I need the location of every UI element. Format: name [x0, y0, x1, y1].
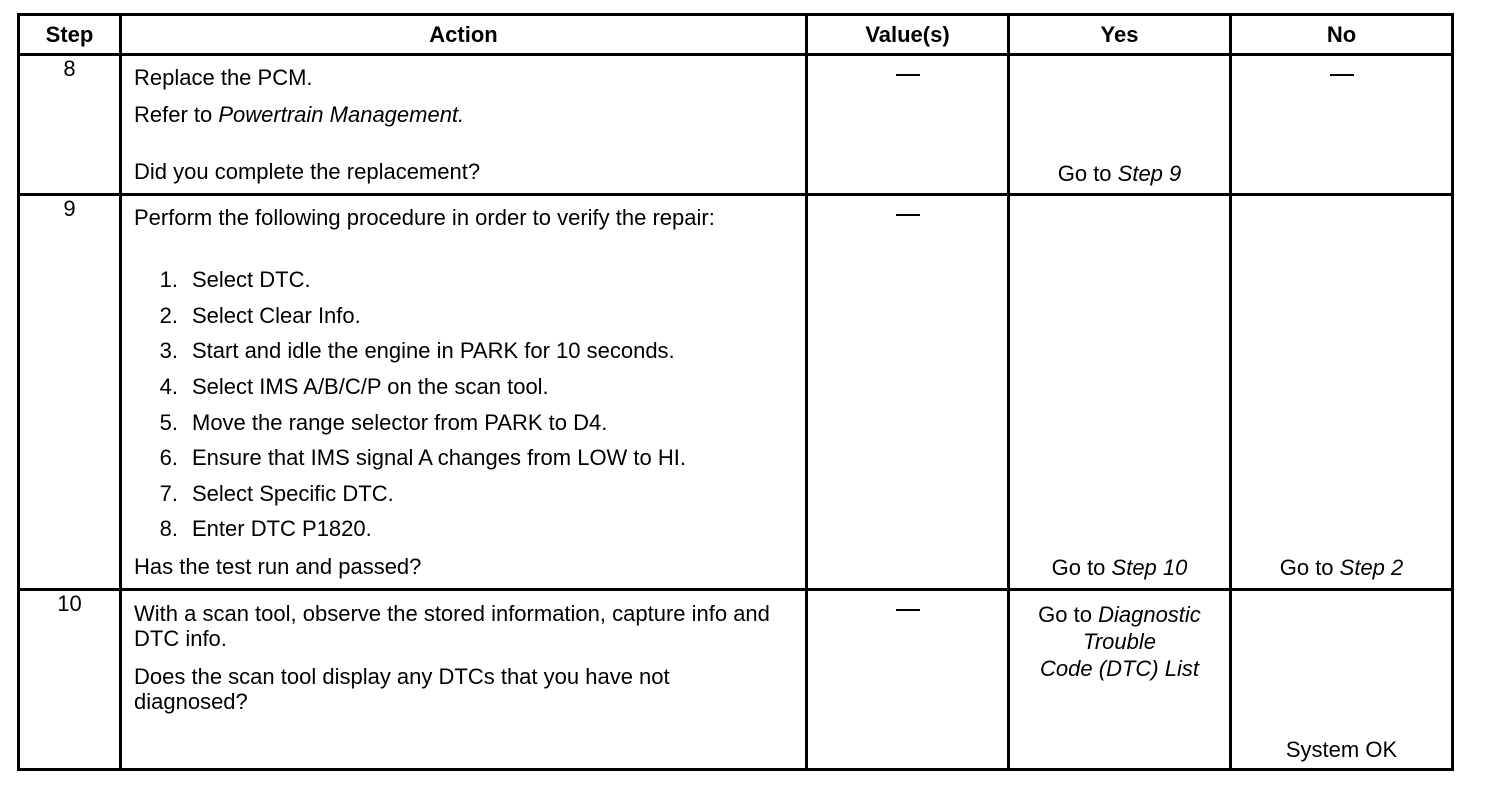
- action-question: Does the scan tool display any DTCs that you have not diagnosed?: [134, 664, 670, 714]
- action-text: With a scan tool, observe the stored information, capture info and DTC info.: [134, 601, 770, 651]
- step-number: 8: [19, 55, 121, 195]
- header-no: No: [1231, 15, 1453, 55]
- list-item: 7. Select Specific DTC.: [159, 480, 394, 506]
- action-cell: [121, 590, 807, 770]
- yes-cell: [1009, 195, 1231, 590]
- dash-glyph: [896, 214, 920, 216]
- header-yes: Yes: [1009, 15, 1231, 55]
- action-reference: Refer to Powertrain Management.: [134, 102, 465, 127]
- table-row-step-10: [19, 590, 1453, 770]
- no-link[interactable]: Go to Step 2: [1279, 555, 1404, 580]
- no-cell: [1231, 55, 1453, 195]
- list-item: 2. Select Clear Info.: [159, 302, 361, 328]
- list-item: 3. Start and idle the engine in PARK for 10 seconds.: [159, 338, 675, 364]
- header-action: Action: [121, 15, 807, 55]
- yes-link[interactable]: Go to Step 10: [1051, 555, 1188, 580]
- header-row: [19, 15, 1453, 55]
- yes-link[interactable]: Go to Step 9: [1057, 161, 1182, 186]
- action-text: Replace the PCM.: [134, 65, 313, 90]
- action-question: Did you complete the replacement?: [134, 159, 481, 184]
- value-cell: [807, 55, 1009, 195]
- action-intro: Perform the following procedure in order to verify the repair:: [134, 205, 715, 230]
- dash-glyph: [896, 74, 920, 76]
- no-result: System OK: [1285, 737, 1398, 762]
- table-row-step-9: [19, 195, 1453, 590]
- yes-cell: [1009, 590, 1231, 770]
- value-cell: [807, 590, 1009, 770]
- dash-glyph: [1330, 74, 1354, 76]
- no-cell: [1231, 590, 1453, 770]
- list-item: 5. Move the range selector from PARK to D4.: [159, 409, 608, 435]
- dash-glyph: [896, 609, 920, 611]
- list-item: 8. Enter DTC P1820.: [159, 516, 372, 542]
- yes-link[interactable]: Go to Diagnostic Trouble Code (DTC) List: [1038, 602, 1201, 681]
- action-cell: [121, 55, 807, 195]
- step-number: 9: [19, 195, 121, 590]
- diagnostic-table: [17, 13, 1454, 771]
- procedure-list: [122, 262, 686, 547]
- no-cell: [1231, 195, 1453, 590]
- header-values: Value(s): [807, 15, 1009, 55]
- value-cell: [807, 195, 1009, 590]
- table-row-step-8: [19, 55, 1453, 195]
- yes-cell: [1009, 55, 1231, 195]
- action-cell: [121, 195, 807, 590]
- list-item: 1. Select DTC.: [159, 267, 311, 293]
- list-item: 6. Ensure that IMS signal A changes from LOW to HI.: [159, 445, 687, 471]
- header-step: Step: [19, 15, 121, 55]
- list-item: 4. Select IMS A/B/C/P on the scan tool.: [159, 374, 549, 400]
- step-number: 10: [19, 590, 121, 770]
- action-question: Has the test run and passed?: [134, 554, 422, 579]
